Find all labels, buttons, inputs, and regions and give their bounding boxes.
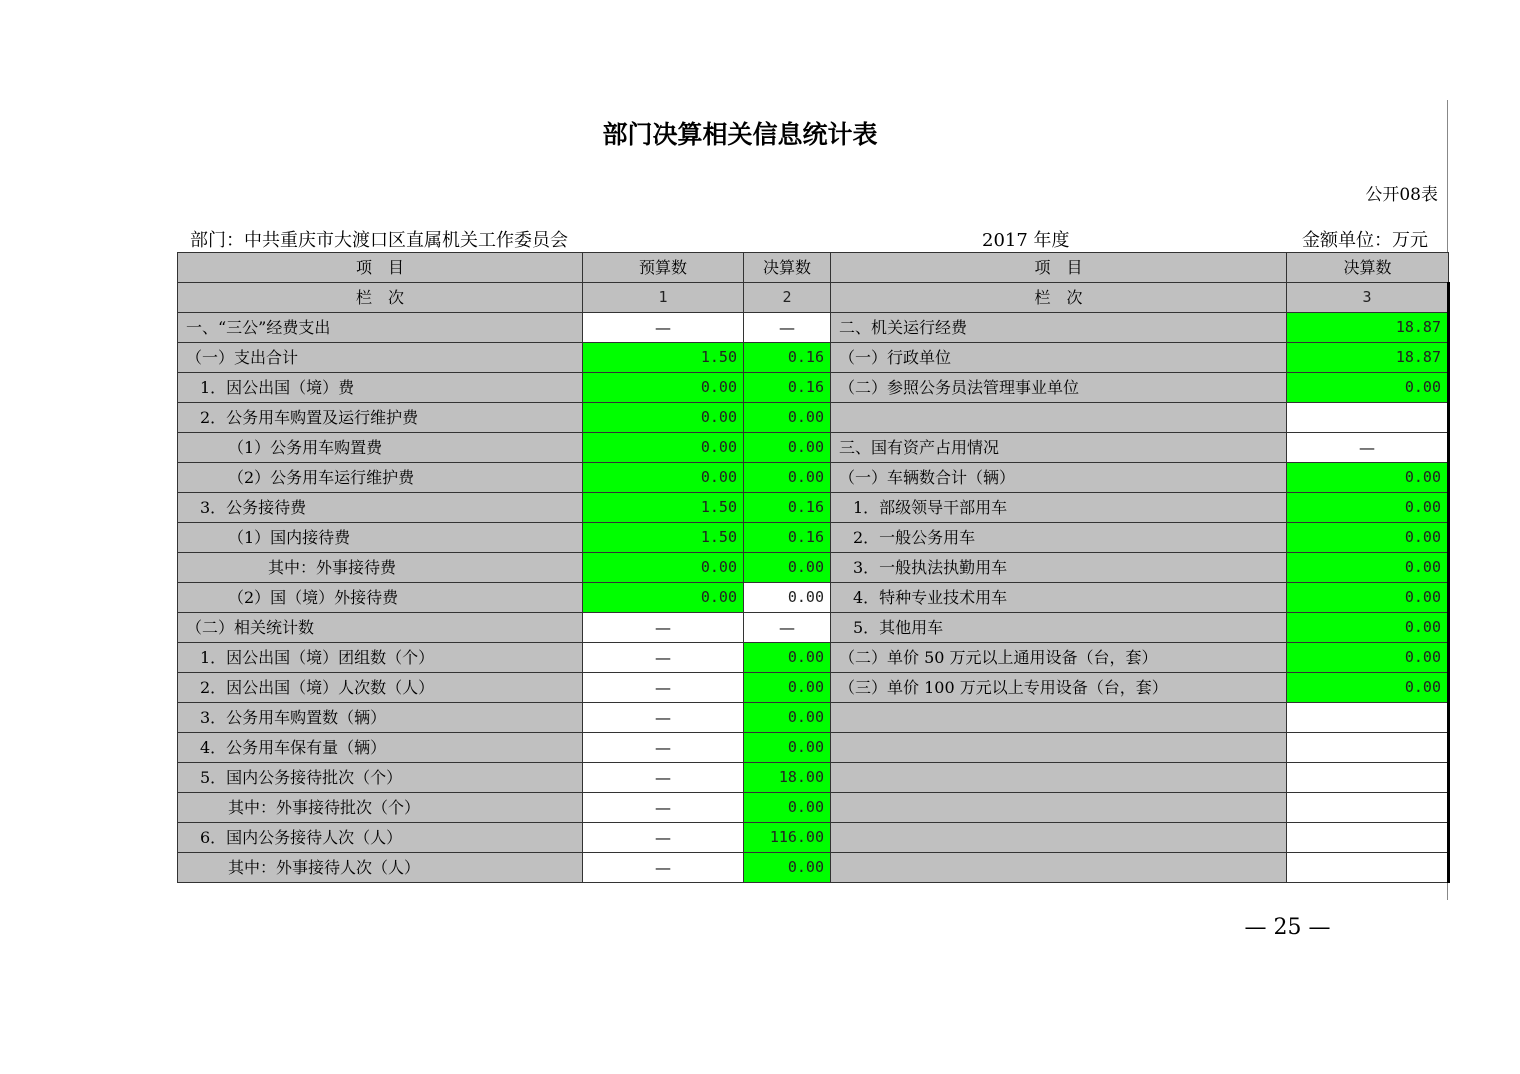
budget-cell: 0.00 bbox=[583, 583, 744, 613]
budget-cell: 1.50 bbox=[583, 343, 744, 373]
right-label: （一）车辆数合计（辆） bbox=[831, 463, 1287, 493]
budget-cell: — bbox=[583, 733, 744, 763]
right-value bbox=[1287, 403, 1449, 433]
row-label: 1．因公出国（境）团组数（个） bbox=[178, 643, 583, 673]
department-label: 部门：中共重庆市大渡口区直属机关工作委员会 bbox=[190, 230, 568, 251]
table-row bbox=[178, 493, 1449, 523]
final-cell: 0.00 bbox=[744, 673, 831, 703]
row-label: 其中：外事接待费 bbox=[178, 553, 583, 583]
final-cell: 0.00 bbox=[744, 553, 831, 583]
final-cell: 0.00 bbox=[744, 433, 831, 463]
right-label bbox=[831, 853, 1287, 883]
right-value: 0.00 bbox=[1287, 673, 1449, 703]
budget-cell: 1.50 bbox=[583, 493, 744, 523]
right-label: 2．一般公务用车 bbox=[831, 523, 1287, 553]
right-value bbox=[1287, 703, 1449, 733]
right-value: 18.87 bbox=[1287, 313, 1449, 343]
row-label: （二）相关统计数 bbox=[178, 613, 583, 643]
right-label: 二、机关运行经费 bbox=[831, 313, 1287, 343]
right-value: 0.00 bbox=[1287, 643, 1449, 673]
row-label: （1）国内接待费 bbox=[178, 523, 583, 553]
budget-cell: 0.00 bbox=[583, 433, 744, 463]
row-label: （2）公务用车运行维护费 bbox=[178, 463, 583, 493]
budget-cell: 0.00 bbox=[583, 373, 744, 403]
table-row bbox=[178, 403, 1449, 433]
table-row bbox=[178, 823, 1449, 853]
table-row bbox=[178, 763, 1449, 793]
right-value bbox=[1287, 763, 1449, 793]
table-row bbox=[178, 703, 1449, 733]
currency-unit: 金额单位：万元 bbox=[1302, 230, 1428, 251]
budget-cell: — bbox=[583, 703, 744, 733]
row-label: 2．因公出国（境）人次数（人） bbox=[178, 673, 583, 703]
form-number: 公开08表 bbox=[1365, 185, 1438, 205]
final-cell: 0.00 bbox=[744, 403, 831, 433]
row-label: 5．国内公务接待批次（个） bbox=[178, 763, 583, 793]
right-value: 0.00 bbox=[1287, 463, 1449, 493]
right-value: 0.00 bbox=[1287, 373, 1449, 403]
right-label bbox=[831, 733, 1287, 763]
header-budget: 预算数 bbox=[583, 253, 744, 283]
row-label: 其中：外事接待批次（个） bbox=[178, 793, 583, 823]
statistics-table bbox=[177, 252, 1450, 883]
fiscal-year: 2017 年度 bbox=[982, 230, 1070, 251]
col-index-2: 2 bbox=[744, 283, 831, 313]
row-label: 3．公务用车购置数（辆） bbox=[178, 703, 583, 733]
table-row bbox=[178, 373, 1449, 403]
table-row bbox=[178, 733, 1449, 763]
final-cell: — bbox=[744, 313, 831, 343]
final-cell: 0.00 bbox=[744, 793, 831, 823]
final-cell: 0.00 bbox=[744, 583, 831, 613]
final-cell: 116.00 bbox=[744, 823, 831, 853]
row-label: 6．国内公务接待人次（人） bbox=[178, 823, 583, 853]
right-label: （一）行政单位 bbox=[831, 343, 1287, 373]
row-label: 其中：外事接待人次（人） bbox=[178, 853, 583, 883]
right-label: （三）单价 100 万元以上专用设备（台，套） bbox=[831, 673, 1287, 703]
final-cell: — bbox=[744, 613, 831, 643]
row-label: （2）国（境）外接待费 bbox=[178, 583, 583, 613]
col-index-1: 1 bbox=[583, 283, 744, 313]
budget-cell: 1.50 bbox=[583, 523, 744, 553]
budget-cell: 0.00 bbox=[583, 553, 744, 583]
budget-cell: — bbox=[583, 823, 744, 853]
table-row bbox=[178, 853, 1449, 883]
table-row bbox=[178, 313, 1449, 343]
right-label bbox=[831, 823, 1287, 853]
column-index-row bbox=[178, 283, 1449, 313]
right-value bbox=[1287, 733, 1449, 763]
right-value: 18.87 bbox=[1287, 343, 1449, 373]
right-label bbox=[831, 703, 1287, 733]
final-cell: 0.16 bbox=[744, 493, 831, 523]
col-label-right: 栏 次 bbox=[831, 283, 1287, 313]
right-label: （二）单价 50 万元以上通用设备（台，套） bbox=[831, 643, 1287, 673]
right-value: — bbox=[1287, 433, 1449, 463]
col-label: 栏 次 bbox=[178, 283, 583, 313]
budget-cell: 0.00 bbox=[583, 403, 744, 433]
row-label: 4．公务用车保有量（辆） bbox=[178, 733, 583, 763]
right-label bbox=[831, 763, 1287, 793]
budget-cell: — bbox=[583, 313, 744, 343]
budget-cell: — bbox=[583, 613, 744, 643]
row-label: 一、“三公”经费支出 bbox=[178, 313, 583, 343]
right-label: 5．其他用车 bbox=[831, 613, 1287, 643]
header-item-right: 项 目 bbox=[831, 253, 1287, 283]
final-cell: 18.00 bbox=[744, 763, 831, 793]
right-label: 3．一般执法执勤用车 bbox=[831, 553, 1287, 583]
final-cell: 0.00 bbox=[744, 703, 831, 733]
row-label: （1）公务用车购置费 bbox=[178, 433, 583, 463]
budget-cell: — bbox=[583, 763, 744, 793]
budget-cell: — bbox=[583, 673, 744, 703]
right-label bbox=[831, 793, 1287, 823]
right-label: 1．部级领导干部用车 bbox=[831, 493, 1287, 523]
table-row bbox=[178, 463, 1449, 493]
right-label: 4．特种专业技术用车 bbox=[831, 583, 1287, 613]
table-row bbox=[178, 343, 1449, 373]
table-header-row bbox=[178, 253, 1449, 283]
right-value bbox=[1287, 823, 1449, 853]
final-cell: 0.16 bbox=[744, 343, 831, 373]
final-cell: 0.16 bbox=[744, 373, 831, 403]
right-label bbox=[831, 403, 1287, 433]
table-row bbox=[178, 583, 1449, 613]
final-cell: 0.00 bbox=[744, 463, 831, 493]
col-index-3: 3 bbox=[1287, 283, 1449, 313]
table-row bbox=[178, 793, 1449, 823]
final-cell: 0.00 bbox=[744, 853, 831, 883]
final-cell: 0.00 bbox=[744, 643, 831, 673]
header-item: 项 目 bbox=[178, 253, 583, 283]
table-row bbox=[178, 523, 1449, 553]
right-value: 0.00 bbox=[1287, 553, 1449, 583]
right-label: （二）参照公务员法管理事业单位 bbox=[831, 373, 1287, 403]
right-value: 0.00 bbox=[1287, 583, 1449, 613]
page-title: 部门决算相关信息统计表 bbox=[602, 120, 878, 149]
right-value bbox=[1287, 853, 1449, 883]
budget-cell: — bbox=[583, 643, 744, 673]
table-row bbox=[178, 673, 1449, 703]
budget-cell: — bbox=[583, 793, 744, 823]
row-label: （一）支出合计 bbox=[178, 343, 583, 373]
row-label: 2．公务用车购置及运行维护费 bbox=[178, 403, 583, 433]
table-row bbox=[178, 433, 1449, 463]
header-final: 决算数 bbox=[744, 253, 831, 283]
table-row bbox=[178, 643, 1449, 673]
budget-cell: 0.00 bbox=[583, 463, 744, 493]
header-final-right: 决算数 bbox=[1287, 253, 1449, 283]
row-label: 3．公务接待费 bbox=[178, 493, 583, 523]
right-value: 0.00 bbox=[1287, 613, 1449, 643]
budget-cell: — bbox=[583, 853, 744, 883]
right-label: 三、国有资产占用情况 bbox=[831, 433, 1287, 463]
row-label: 1．因公出国（境）费 bbox=[178, 373, 583, 403]
right-value bbox=[1287, 793, 1449, 823]
table-row bbox=[178, 553, 1449, 583]
final-cell: 0.16 bbox=[744, 523, 831, 553]
table-row bbox=[178, 613, 1449, 643]
right-value: 0.00 bbox=[1287, 523, 1449, 553]
right-value: 0.00 bbox=[1287, 493, 1449, 523]
final-cell: 0.00 bbox=[744, 733, 831, 763]
page-number: — 25 — bbox=[1244, 915, 1331, 940]
